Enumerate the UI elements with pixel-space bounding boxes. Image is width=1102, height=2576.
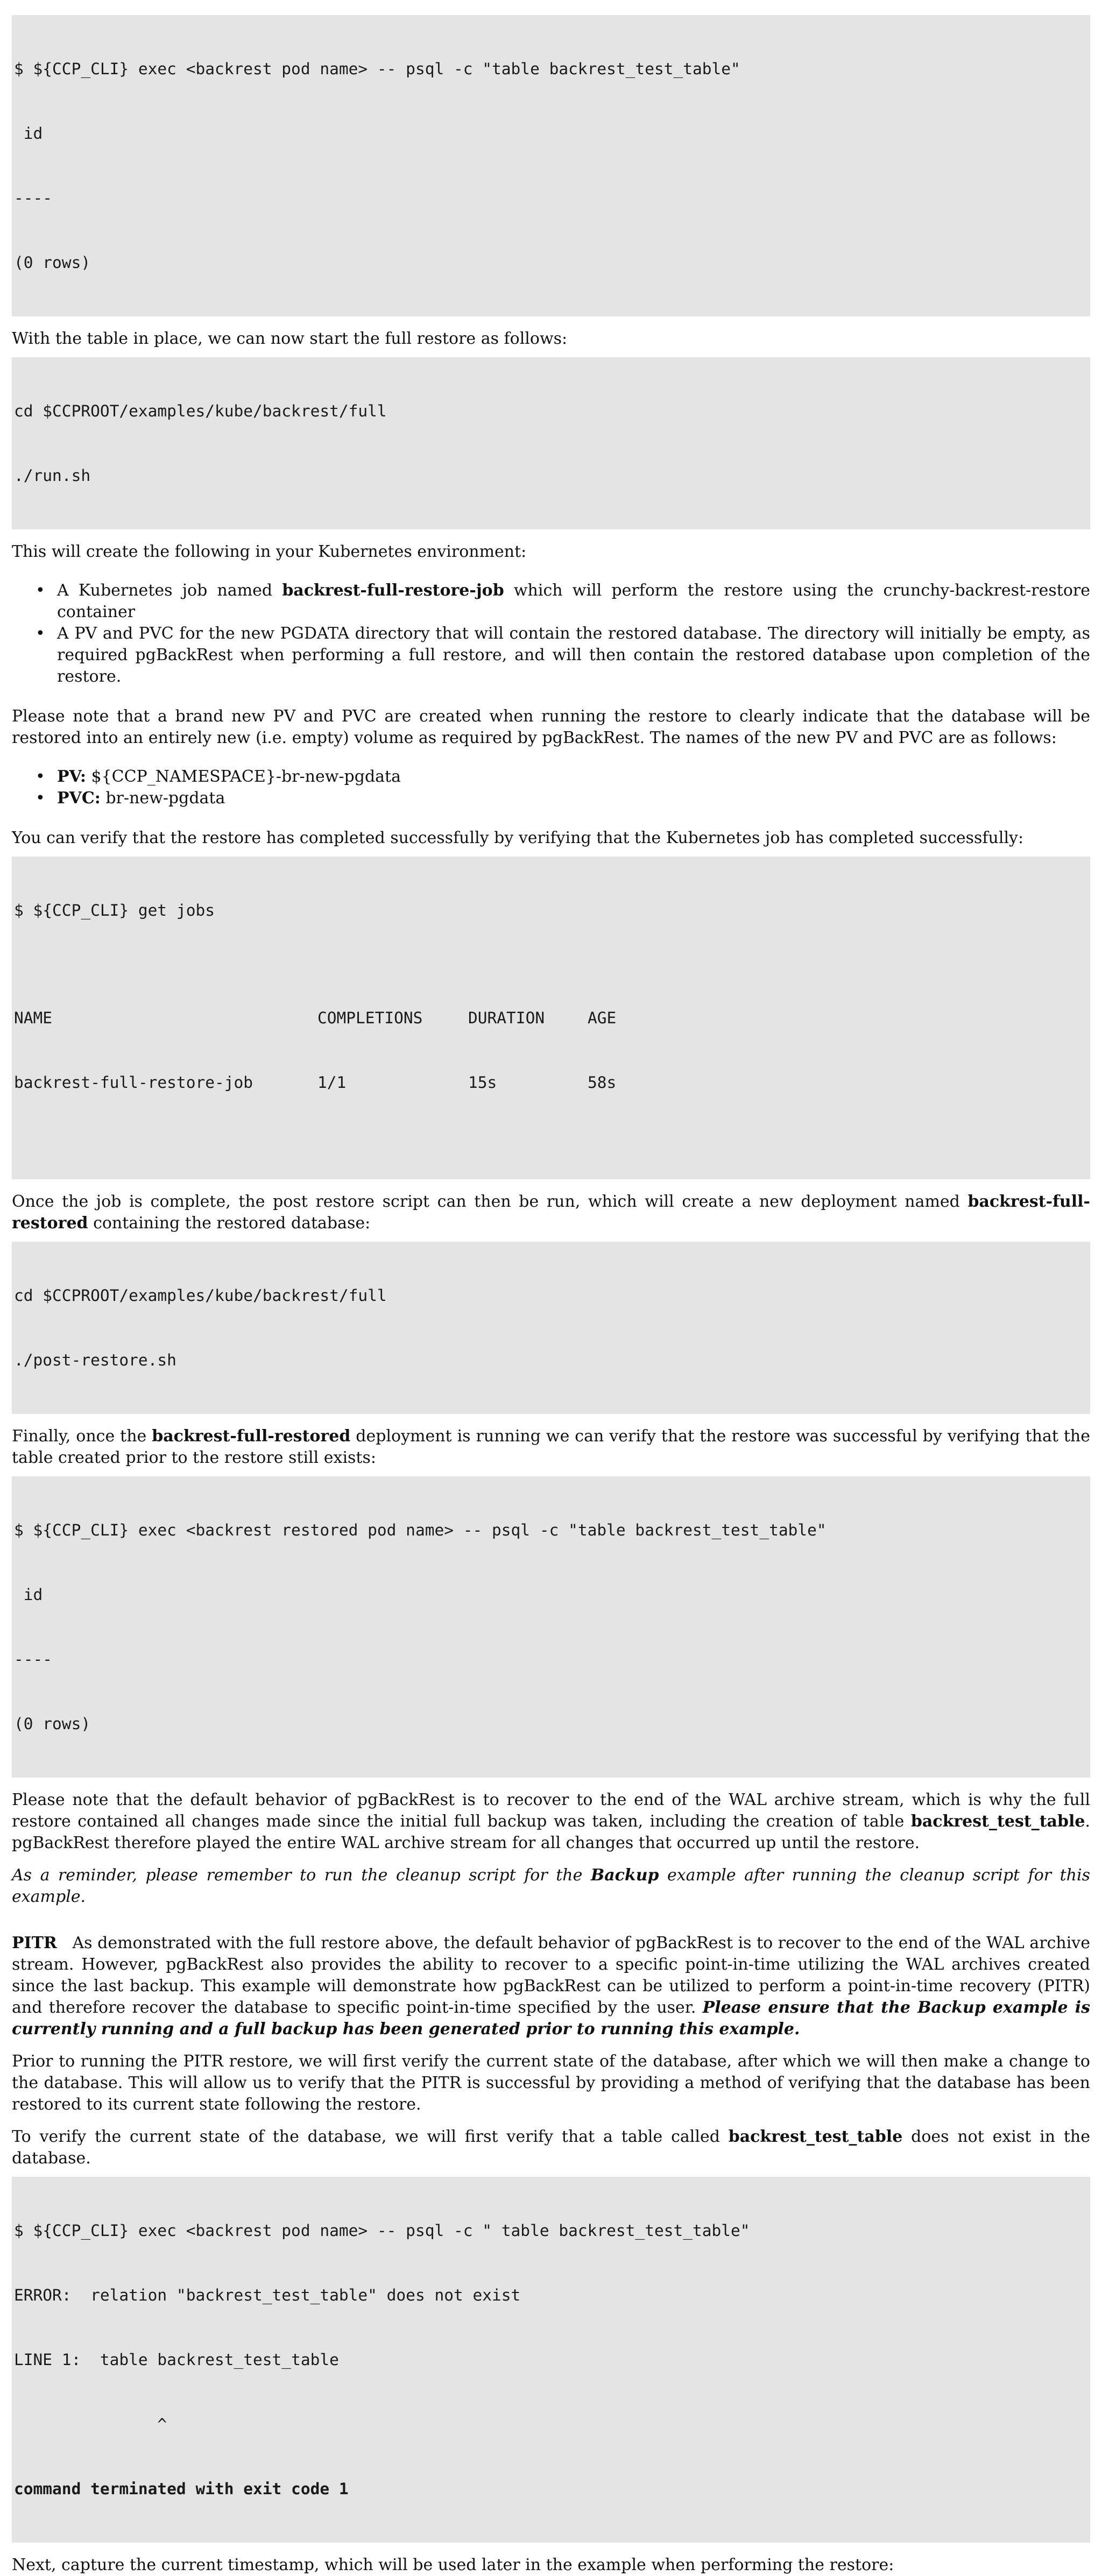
paragraph: Once the job is complete, the post restore script can then be run, which will create a new deployment named backrest-full-restored containing the restored database: — [12, 1192, 1090, 1233]
reminder-note: As a reminder, please remember to run the cleanup script for the Backup example after running the cleanup script for this example. — [12, 1866, 1090, 1906]
code-block-verify-not-exist — [12, 2177, 1090, 2543]
code-line: ERROR: relation "backrest_test_table" does not exist — [14, 2286, 521, 2304]
table-cell: 15s — [468, 1073, 497, 1092]
code-block-verify-restored — [12, 1476, 1090, 1778]
code-line: LINE 1: table backrest_test_table — [14, 2351, 339, 2369]
table-header: COMPLETIONS — [317, 1009, 423, 1027]
paragraph: Next, capture the current timestamp, which will be used later in the example when performing the restore: — [12, 2556, 894, 2574]
table-cell: backrest-full-restore-job — [14, 1073, 253, 1092]
table-cell: 1/1 — [317, 1073, 347, 1092]
document-content — [12, 15, 1090, 2576]
table-header: DURATION — [468, 1009, 545, 1027]
paragraph: You can verify that the restore has completed successfully by verifying that the Kubernetes job has completed successfully: — [12, 829, 1024, 847]
paragraph: This will create the following in your Kubernetes environment: — [12, 542, 527, 561]
list-item: • PVC: br-new-pgdata — [57, 788, 1090, 809]
code-line: $ ${CCP_CLI} exec <backrest pod name> -- psql -c " table backrest_test_table" — [14, 2221, 750, 2240]
paragraph: Please note that a brand new PV and PVC are created when running the restore to clearly indicate that the database will be restored into an entirely new (i.e. empty) volume as required by pgBackRest. The names of the new PV and PVC are as follows: — [12, 707, 1090, 747]
list-item: • PV: ${CCP_NAMESPACE}-br-new-pgdata — [57, 766, 1090, 788]
table-cell: 58s — [588, 1073, 617, 1092]
table-header: AGE — [588, 1009, 617, 1027]
code-block-full-restore — [12, 357, 1090, 529]
code-line: command terminated with exit code 1 — [14, 2480, 349, 2498]
code-line: cd $CCPROOT/examples/kube/backrest/full — [14, 1286, 387, 1305]
paragraph: With the table in place, we can now start the full restore as follows: — [12, 329, 568, 348]
code-block-post-restore — [12, 1242, 1090, 1414]
code-line: ./post-restore.sh — [14, 1351, 176, 1369]
table-header: NAME — [14, 1009, 53, 1027]
pv-names-list — [12, 766, 1090, 809]
code-line: $ ${CCP_CLI} get jobs — [14, 901, 215, 919]
create-list — [12, 580, 1090, 688]
jobs-table — [14, 964, 1088, 1136]
paragraph: To verify the current state of the database, we will first verify that a table called backrest_test_table does not exist in the database. — [12, 2127, 1090, 2168]
code-block-verify-table — [12, 15, 1090, 316]
section-heading: PITR — [12, 1934, 57, 1952]
code-line: id — [14, 1586, 43, 1604]
code-line: cd $CCPROOT/examples/kube/backrest/full — [14, 402, 387, 420]
code-line: ---- — [14, 189, 53, 207]
code-line: $ ${CCP_CLI} exec <backrest pod name> -- psql -c "table backrest_test_table" — [14, 60, 740, 78]
paragraph: Prior to running the PITR restore, we will first verify the current state of the database, after which we will then make a change to the database. This will allow us to verify that the PITR is successful by providing a method of verifying that the database has been restored to its current state following the restore. — [12, 2052, 1090, 2114]
table-header-row — [14, 1007, 1088, 1029]
list-item: • A PV and PVC for the new PGDATA directory that will contain the restored database. The directory will initially be empty, as required pgBackRest when performing a full restore, and will then contain the restored database upon completion of the restore. — [57, 623, 1090, 688]
code-line: ./run.sh — [14, 466, 91, 485]
paragraph: Please note that the default behavior of pgBackRest is to recover to the end of the WAL archive stream, which is why the full restore contained all changes made since the initial full backup was taken, including the creation of table backrest_test_table. pgBackRest therefore played the entire WAL archive stream for all changes that occurred up until the restore. — [12, 1791, 1090, 1852]
code-line: ^ — [14, 2415, 167, 2433]
code-line: (0 rows) — [14, 253, 91, 272]
paragraph: Finally, once the backrest-full-restored deployment is running we can verify that the restore was successful by verifying that the table created prior to the restore still exists: — [12, 1427, 1091, 1467]
table-row — [14, 1072, 1088, 1093]
code-block-get-jobs — [12, 857, 1090, 1179]
code-line: ---- — [14, 1650, 53, 1668]
code-line: $ ${CCP_CLI} exec <backrest restored pod name> -- psql -c "table backrest_test_table" — [14, 1521, 826, 1539]
pitr-section: PITR As demonstrated with the full restore above, the default behavior of pgBackRest is to recover to the end of the WAL archive stream. However, pgBackRest also provides the ability to recover to a specific point-in-time utilizing the WAL archives created since the last backup. This example will demonstrate how pgBackRest can be utilized to perform a point-in-time recovery (PITR) and therefore recover the database to specific point-in-time specified by the user. Please ensure that the Backup example is currently running and a full backup has been generated prior to running this example. — [12, 1934, 1091, 2039]
code-line: id — [14, 124, 43, 143]
list-item: • A Kubernetes job named backrest-full-restore-job which will perform the restore using the crunchy-backrest-restore container — [57, 580, 1090, 623]
code-line: (0 rows) — [14, 1715, 91, 1733]
